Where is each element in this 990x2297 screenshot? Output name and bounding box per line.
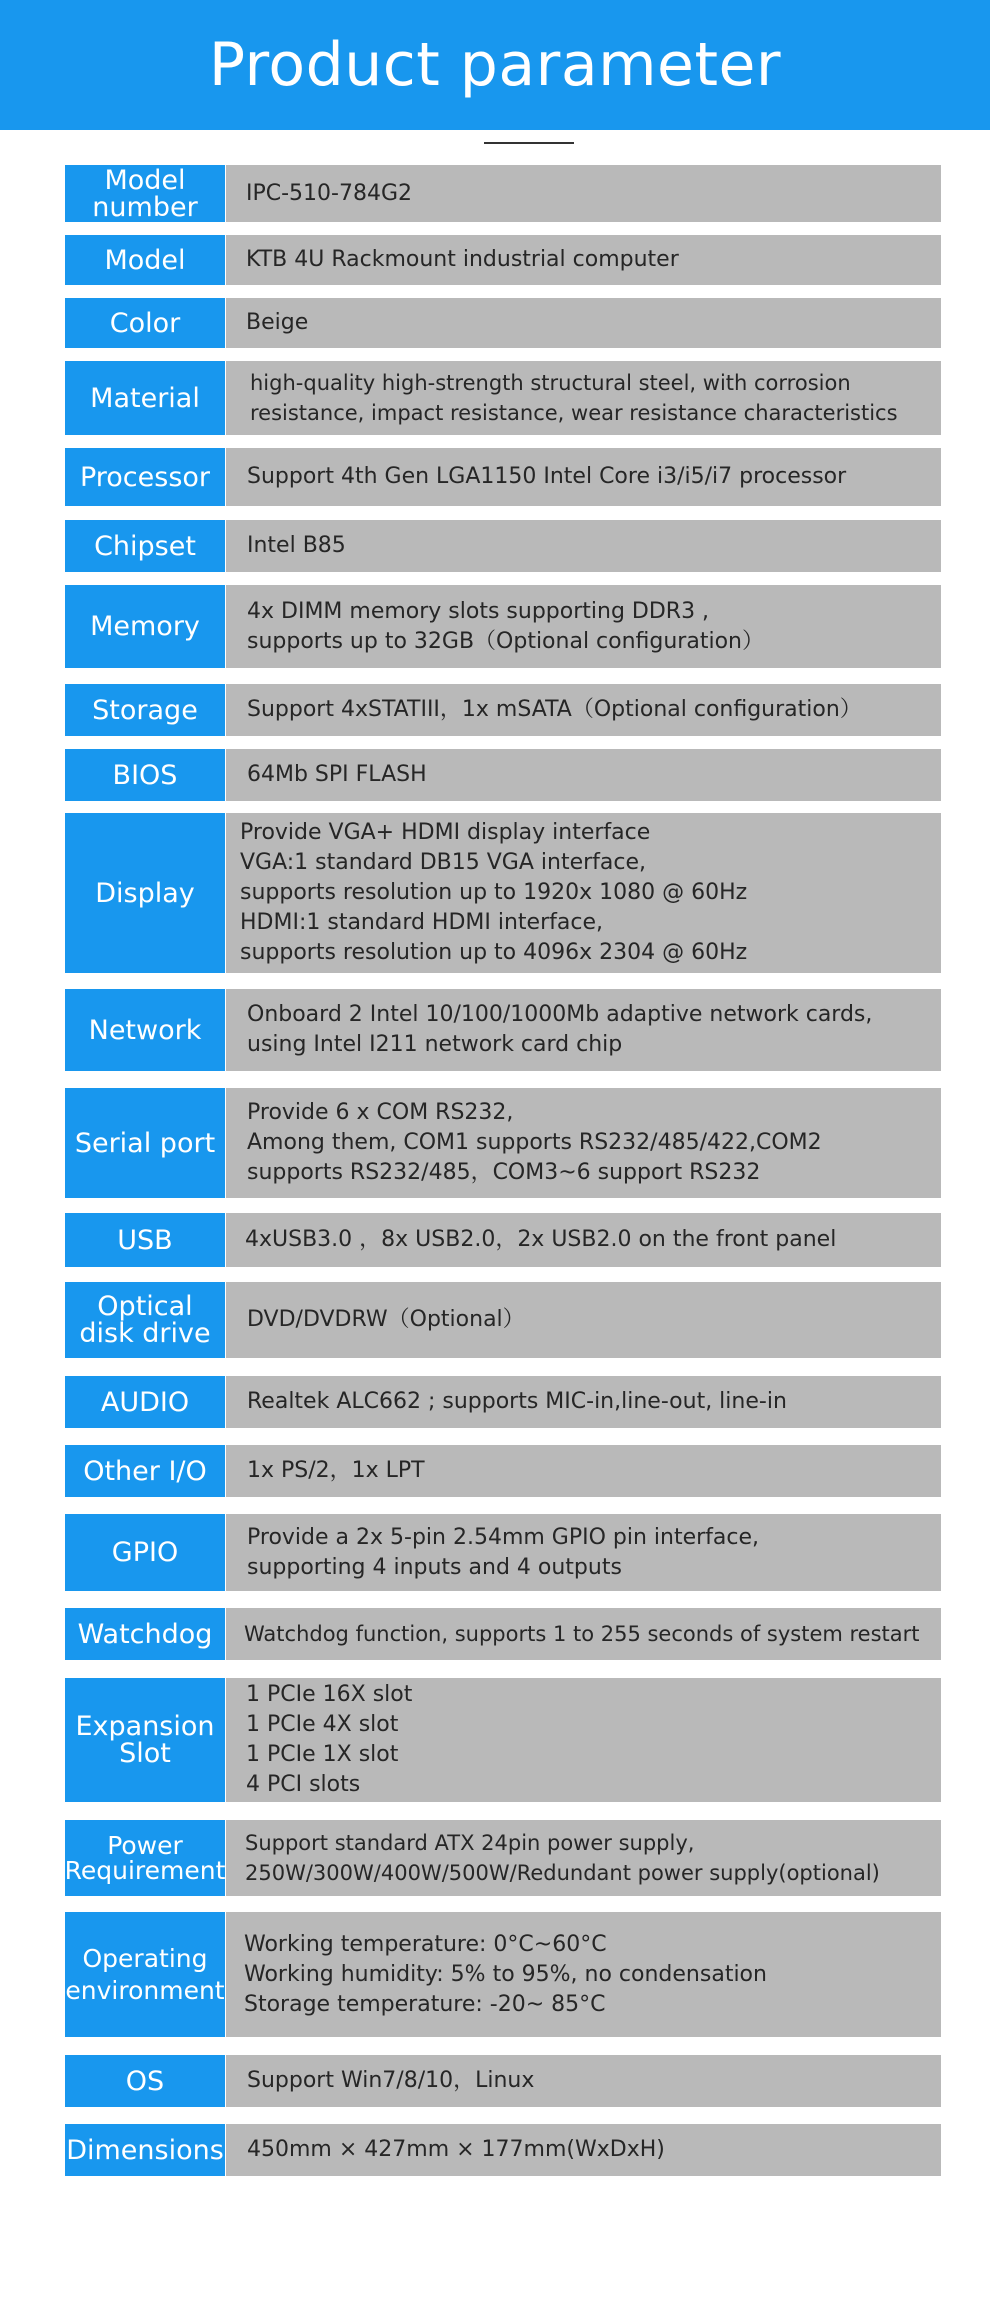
param-value: 1 PCIe 16X slot 1 PCIe 4X slot 1 PCIe 1X slot 4 PCI slots bbox=[226, 1678, 941, 1802]
param-label: Model bbox=[65, 235, 225, 285]
param-label: GPIO bbox=[65, 1514, 225, 1591]
param-row-usb bbox=[65, 1213, 941, 1267]
param-value: Intel B85 bbox=[226, 520, 941, 572]
param-row-color bbox=[65, 298, 941, 348]
param-row-processor bbox=[65, 448, 941, 506]
param-value: Watchdog function, supports 1 to 255 seconds of system restart bbox=[226, 1608, 941, 1660]
param-row-chipset bbox=[65, 520, 941, 572]
param-row-display bbox=[65, 813, 941, 973]
param-row-model-number bbox=[65, 165, 941, 222]
param-value: Onboard 2 Intel 10/100/1000Mb adaptive network cards, using Intel I211 network card chip bbox=[226, 989, 941, 1071]
param-row-operating-environment bbox=[65, 1912, 941, 2037]
param-row-audio bbox=[65, 1376, 941, 1428]
param-label: Memory bbox=[65, 585, 225, 668]
param-label: Power Requirement bbox=[65, 1820, 225, 1896]
param-value: Support Win7/8/10，Linux bbox=[226, 2055, 941, 2107]
param-label: Serial port bbox=[65, 1088, 225, 1198]
param-row-network bbox=[65, 989, 941, 1071]
param-label: Optical disk drive bbox=[65, 1282, 225, 1358]
param-row-other-io bbox=[65, 1445, 941, 1497]
page-header bbox=[0, 0, 990, 130]
param-value: 4xUSB3.0 ，8x USB2.0，2x USB2.0 on the front panel bbox=[226, 1213, 941, 1267]
param-value: Working temperature: 0°C~60°C Working humidity: 5% to 95%, no condensation Storage temperature: -20~ 85°C bbox=[226, 1912, 941, 2037]
param-value: Support 4xSTATIII，1x mSATA（Optional configuration） bbox=[226, 684, 941, 736]
param-label: Other I/O bbox=[65, 1445, 225, 1497]
param-row-expansion-slot bbox=[65, 1678, 941, 1802]
param-label: Expansion Slot bbox=[65, 1678, 225, 1802]
param-label: Network bbox=[65, 989, 225, 1071]
param-label: Operating environment bbox=[65, 1912, 225, 2037]
param-value: 450mm × 427mm × 177mm(WxDxH) bbox=[226, 2124, 941, 2176]
param-label: Display bbox=[65, 813, 225, 973]
param-row-serial-port bbox=[65, 1088, 941, 1198]
param-label: Chipset bbox=[65, 520, 225, 572]
param-label: Dimensions bbox=[65, 2124, 225, 2176]
page-title: Product parameter bbox=[208, 30, 782, 100]
param-value: 64Mb SPI FLASH bbox=[226, 749, 941, 801]
param-value: Beige bbox=[226, 298, 941, 348]
param-label: OS bbox=[65, 2055, 225, 2107]
param-value: 4x DIMM memory slots supporting DDR3 , supports up to 32GB（Optional configuration） bbox=[226, 585, 941, 668]
param-label: USB bbox=[65, 1213, 225, 1267]
param-label: Watchdog bbox=[65, 1608, 225, 1660]
param-row-optical-drive bbox=[65, 1282, 941, 1358]
param-value: DVD/DVDRW（Optional） bbox=[226, 1282, 941, 1358]
param-label: AUDIO bbox=[65, 1376, 225, 1428]
title-divider bbox=[484, 142, 574, 144]
param-row-watchdog bbox=[65, 1608, 941, 1660]
param-value: IPC-510-784G2 bbox=[226, 165, 941, 222]
param-row-gpio bbox=[65, 1514, 941, 1591]
param-value: KTB 4U Rackmount industrial computer bbox=[226, 235, 941, 285]
param-row-memory bbox=[65, 585, 941, 668]
param-value: Provide a 2x 5-pin 2.54mm GPIO pin interface, supporting 4 inputs and 4 outputs bbox=[226, 1514, 941, 1591]
param-value: high-quality high-strength structural steel, with corrosion resistance, impact resistance, wear resistance characteristics bbox=[226, 361, 941, 435]
param-label: Color bbox=[65, 298, 225, 348]
param-row-material bbox=[65, 361, 941, 435]
param-value: Support standard ATX 24pin power supply, 250W/300W/400W/500W/Redundant power supply(optional) bbox=[226, 1820, 941, 1896]
param-row-dimensions bbox=[65, 2124, 941, 2176]
param-label: Processor bbox=[65, 448, 225, 506]
param-value: Provide VGA+ HDMI display interface VGA:1 standard DB15 VGA interface, supports resolution up to 1920x 1080 @ 60Hz HDMI:1 standard HDMI interface, supports resolution up to 4096x 2304 @ 60Hz bbox=[226, 813, 941, 973]
param-row-storage bbox=[65, 684, 941, 736]
param-label: Storage bbox=[65, 684, 225, 736]
param-row-model bbox=[65, 235, 941, 285]
param-label: Model number bbox=[65, 165, 225, 222]
param-value: Realtek ALC662 ; supports MIC-in,line-out, line-in bbox=[226, 1376, 941, 1428]
param-row-bios bbox=[65, 749, 941, 801]
param-value: Support 4th Gen LGA1150 Intel Core i3/i5/i7 processor bbox=[226, 448, 941, 506]
param-row-os bbox=[65, 2055, 941, 2107]
param-label: BIOS bbox=[65, 749, 225, 801]
param-value: Provide 6 x COM RS232, Among them, COM1 supports RS232/485/422,COM2 supports RS232/485，COM3~6 support RS232 bbox=[226, 1088, 941, 1198]
param-row-power-requirement bbox=[65, 1820, 941, 1896]
param-label: Material bbox=[65, 361, 225, 435]
param-value: 1x PS/2，1x LPT bbox=[226, 1445, 941, 1497]
